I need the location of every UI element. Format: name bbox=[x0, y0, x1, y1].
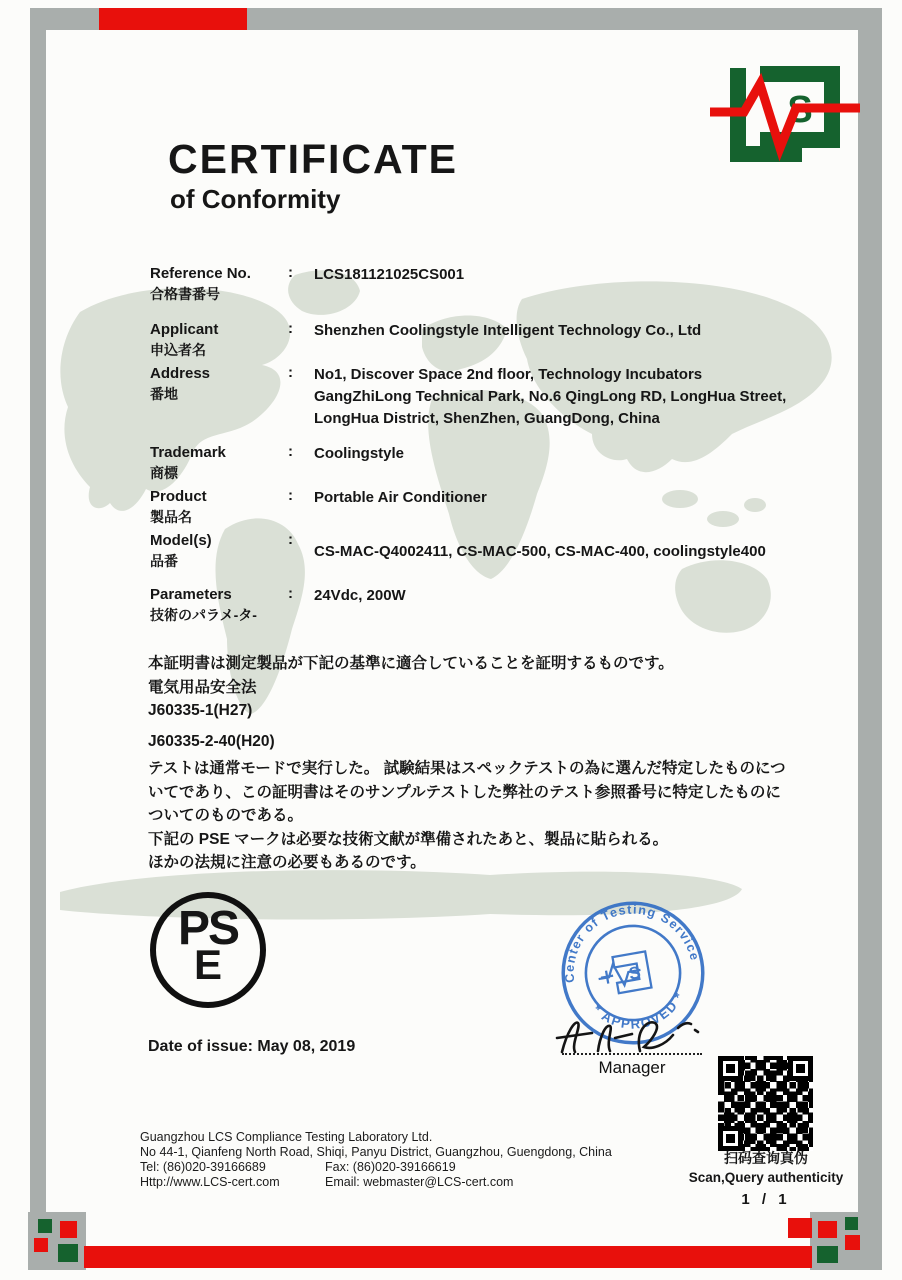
remarks-line: ほかの法規に注意の必要もあるのです。 bbox=[148, 854, 426, 871]
qr-caption-en: Scan,Query authenticity bbox=[688, 1170, 844, 1185]
deco-square bbox=[788, 1218, 812, 1238]
remarks-line: いてであり、この証明書はそのサンプルテストした弊社のテスト参照番号に特定したものに bbox=[148, 783, 781, 801]
remarks-line: テストは通常モードで実行した。 試験結果はスペックテストの為に選んだ特定したものにつ bbox=[148, 760, 786, 777]
field-label: Model(s) bbox=[150, 532, 212, 549]
field-colon: : bbox=[288, 320, 293, 337]
pse-mark bbox=[150, 892, 266, 1008]
lab-name: Guangzhou LCS Compliance Testing Laboratory Ltd. bbox=[140, 1130, 433, 1144]
parameters-value: 24Vdc, 200W bbox=[314, 587, 406, 604]
stamp-inner-letter: S bbox=[627, 961, 643, 984]
field-label: Parameters bbox=[150, 586, 232, 603]
top-red-bar bbox=[99, 8, 247, 30]
field-colon: : bbox=[288, 585, 293, 602]
lcs-logo bbox=[708, 58, 864, 172]
remarks-paragraph bbox=[148, 757, 828, 875]
deco-square bbox=[817, 1246, 838, 1263]
deco-square bbox=[58, 1244, 78, 1262]
field-row-address bbox=[150, 364, 840, 430]
address-line: LongHua District, ShenZhen, GuangDong, China bbox=[314, 410, 660, 427]
manager-signature bbox=[552, 1014, 702, 1058]
logo-letter-s: S bbox=[787, 89, 813, 131]
deco-square bbox=[34, 1238, 48, 1252]
deco-square bbox=[845, 1217, 858, 1230]
applicant-name: Shenzhen Coolingstyle Intelligent Technology Co., Ltd bbox=[314, 322, 702, 339]
field-label-jp: 申込者名 bbox=[150, 342, 206, 358]
lab-website: Http://www.LCS-cert.com bbox=[140, 1175, 280, 1189]
deco-square bbox=[845, 1235, 860, 1250]
field-label: Address bbox=[150, 365, 211, 382]
field-label: Applicant bbox=[150, 321, 219, 338]
applicant-address bbox=[314, 364, 840, 430]
page-number: 1 / 1 bbox=[741, 1191, 791, 1208]
conformity-statement bbox=[148, 652, 674, 723]
remarks-line: ついてのものである。 bbox=[148, 807, 304, 824]
field-label-jp: 品番 bbox=[150, 553, 178, 569]
field-label-jp: 商標 bbox=[150, 465, 178, 481]
field-label: Product bbox=[150, 488, 207, 505]
qr-caption bbox=[684, 1148, 848, 1208]
trademark-value: Coolingstyle bbox=[314, 445, 405, 462]
remarks-line: 下記の PSE マークは必要な技術文献が準備されたあと、製品に貼られる。 bbox=[148, 830, 669, 848]
standard-1: J60335-1(H27) bbox=[148, 702, 253, 719]
stamp-arc-top-text: Center of Testing Service bbox=[562, 902, 703, 984]
scan-frame-left bbox=[30, 8, 46, 1268]
address-line: GangZhiLong Technical Park, No.6 QingLong RD, LongHua Street, bbox=[314, 388, 787, 405]
statement-law: 電気用品安全法 bbox=[148, 678, 257, 696]
field-row-applicant bbox=[150, 320, 840, 360]
field-row-product bbox=[150, 487, 840, 527]
field-row-reference bbox=[150, 264, 840, 304]
field-label: Trademark bbox=[150, 444, 226, 461]
lab-tel: Tel: (86)020-39166689 bbox=[140, 1160, 266, 1174]
deco-square bbox=[60, 1221, 77, 1238]
field-colon: : bbox=[288, 364, 293, 381]
statement-line: 本証明書は測定製品が下記の基準に適合していることを証明するものです。 bbox=[148, 655, 674, 672]
lab-email: Email: webmaster@LCS-cert.com bbox=[325, 1175, 514, 1189]
reference-number: LCS181121025CS001 bbox=[314, 266, 465, 283]
qr-finder bbox=[788, 1056, 813, 1081]
field-colon: : bbox=[288, 531, 293, 548]
address-line: No1, Discover Space 2nd floor, Technology Incubators bbox=[314, 366, 703, 383]
lab-fax: Fax: (86)020-39166619 bbox=[325, 1160, 456, 1174]
field-label-jp: 合格書番号 bbox=[150, 286, 220, 302]
bottom-red-bar bbox=[84, 1246, 812, 1268]
qr-finder bbox=[718, 1056, 743, 1081]
field-label-jp: 番地 bbox=[150, 386, 178, 402]
scan-frame-right bbox=[858, 8, 882, 1268]
standard-2: J60335-2-40(H20) bbox=[148, 733, 275, 750]
qr-caption-cn: 扫码查询真伪 bbox=[724, 1150, 808, 1166]
page-subtitle: of Conformity bbox=[170, 184, 341, 214]
product-name: Portable Air Conditioner bbox=[314, 489, 487, 506]
field-row-parameters bbox=[150, 585, 840, 625]
stamp-inner-logo bbox=[595, 951, 651, 996]
field-row-models bbox=[150, 531, 840, 571]
deco-square bbox=[38, 1219, 52, 1233]
date-of-issue: Date of issue: May 08, 2019 bbox=[148, 1038, 356, 1055]
field-colon: : bbox=[288, 443, 293, 460]
lab-footer bbox=[140, 1130, 612, 1190]
stamp-arc-bottom-text: * APPROVED * bbox=[589, 989, 688, 1032]
pse-mark-e: E bbox=[193, 941, 222, 988]
model-list: CS-MAC-Q4002411, CS-MAC-500, CS-MAC-400, coolingstyle400 bbox=[314, 543, 766, 560]
field-colon: : bbox=[288, 487, 293, 504]
signer-role: Manager bbox=[598, 1058, 666, 1077]
field-label-jp: 技術のパラメ-タ- bbox=[150, 607, 257, 623]
field-label-jp: 製品名 bbox=[150, 509, 192, 525]
qr-code bbox=[718, 1056, 813, 1151]
field-row-trademark bbox=[150, 443, 840, 483]
page-title: CERTIFICATE bbox=[168, 136, 459, 182]
signature-line bbox=[562, 1053, 702, 1055]
pse-mark-ps: PS bbox=[177, 902, 239, 955]
deco-square bbox=[818, 1221, 837, 1238]
lab-address: No 44-1, Qianfeng North Road, Shiqi, Panyu District, Guangzhou, Guengdong, China bbox=[140, 1145, 612, 1159]
field-colon: : bbox=[288, 264, 293, 281]
field-label: Reference No. bbox=[150, 265, 251, 282]
